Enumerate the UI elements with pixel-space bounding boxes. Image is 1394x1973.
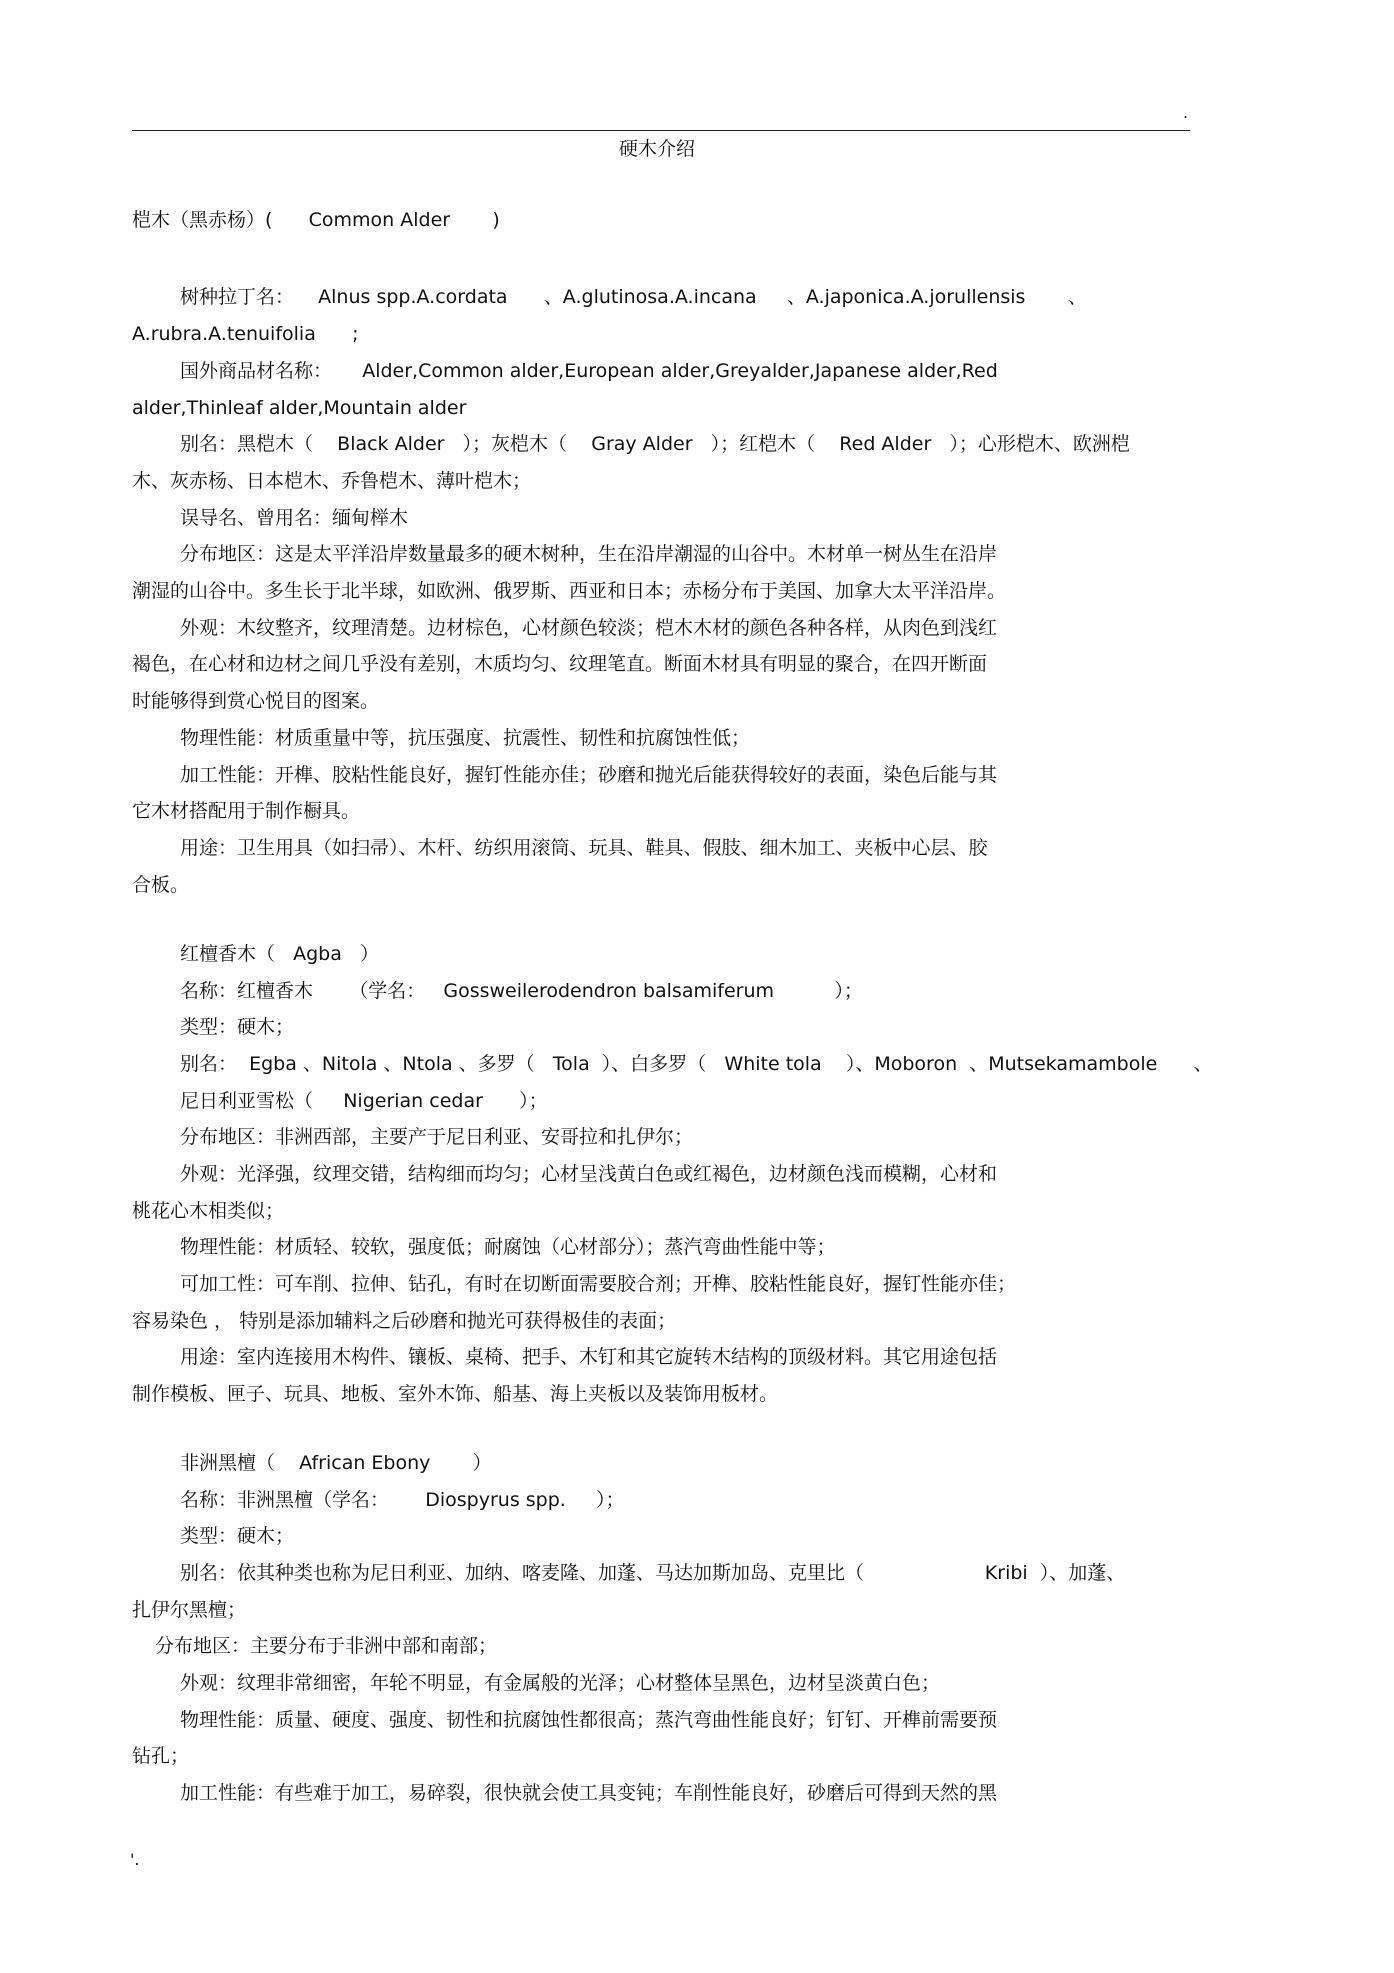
text-line: A.rubra.A.tenuifolia ; xyxy=(132,323,359,345)
text-line: 可加工性：可车削、拉伸、钻孔，有时在切断面需要胶合剂；开榫、胶粘性能良好，握钉性能亦佳； xyxy=(180,1273,1017,1295)
text-line: 褐色，在心材和边材之间几乎没有差别，木质均匀、纹理笔直。断面木材具有明显的聚合，在四开断面 xyxy=(132,653,988,675)
text-line: 外观：光泽强，纹理交错，结构细而均匀；心材呈浅黄白色或红褐色，边材颜色浅而模糊，心材和 xyxy=(180,1163,998,1185)
header-rule xyxy=(132,130,1190,131)
text-line: 外观：纹理非常细密，年轮不明显，有金属般的光泽；心材整体呈黑色，边材呈淡黄白色； xyxy=(180,1672,941,1694)
text-line: 别名：依其种类也称为尼日利亚、加纳、喀麦隆、加蓬、马达加斯加岛、克里比（ Kribi ）、加蓬、 xyxy=(180,1562,1126,1584)
text-line: 桃花心木相类似； xyxy=(132,1200,285,1222)
header-dot-mark: . xyxy=(1183,103,1189,122)
text-line: 它木材搭配用于制作橱具。 xyxy=(132,800,361,822)
text-line: 尼日利亚雪松（ Nigerian cedar ）； xyxy=(180,1090,548,1112)
text-line: 分布地区：这是太平洋沿岸数量最多的硬木树种，生在沿岸潮湿的山谷中。木材单一树丛生在沿岸 xyxy=(180,543,998,565)
text-line: 物理性能：材质重量中等，抗压强度、抗震性、韧性和抗腐蚀性低； xyxy=(180,727,751,749)
text-line: 加工性能：开榫、胶粘性能良好，握钉性能亦佳；砂磨和抛光后能获得较好的表面，染色后能与其 xyxy=(180,764,998,786)
text-line: 时能够得到赏心悦目的图案。 xyxy=(132,690,380,712)
text-line: 扎伊尔黑檀； xyxy=(132,1599,247,1621)
text-line: alder,Thinleaf alder,Mountain alder xyxy=(132,397,467,419)
text-line: 物理性能：材质轻、较软，强度低；耐腐蚀（心材部分）；蒸汽弯曲性能中等； xyxy=(180,1236,836,1258)
text-line: 国外商品材名称： Alder,Common alder,European alder,Greyalder,Japanese alder,Red xyxy=(180,360,998,382)
text-line: 类型：硬木； xyxy=(180,1016,295,1038)
text-line: 类型：硬木； xyxy=(180,1525,295,1547)
page-title: 硬木介绍 xyxy=(618,138,695,160)
text-line: 木、灰赤杨、日本桤木、乔鲁桤木、薄叶桤木； xyxy=(132,470,532,492)
text-line: 用途：室内连接用木构件、镶板、桌椅、把手、木钉和其它旋转木结构的顶级材料。其它用途包括 xyxy=(180,1346,998,1368)
text-line: 物理性能：质量、硬度、强度、韧性和抗腐蚀性都很高；蒸汽弯曲性能良好；钉钉、开榫前需要预 xyxy=(180,1709,998,1731)
text-line: 分布地区：非洲西部，主要产于尼日利亚、安哥拉和扎伊尔； xyxy=(180,1126,694,1148)
text-line: 误导名、曾用名：缅甸榉木 xyxy=(180,507,409,529)
text-line: 容易染色 ， 特别是添加辅料之后砂磨和抛光可获得极佳的表面； xyxy=(132,1310,677,1332)
text-line: 合板。 xyxy=(132,874,190,896)
section-heading-alder: 桤木（黑赤杨）( Common Alder ) xyxy=(132,209,500,231)
text-line: 潮湿的山谷中。多生长于北半球，如欧洲、俄罗斯、西亚和日本；赤杨分布于美国、加拿大太平洋沿岸。 xyxy=(132,580,1007,602)
text-line: 钻孔； xyxy=(132,1745,190,1767)
text-line: 树种拉丁名： Alnus spp.A.cordata 、A.glutinosa.A.incana 、A.japonica.A.jorullensis 、 xyxy=(180,286,1087,308)
text-line: 别名： Egba 、Nitola 、Ntola 、多罗（ Tola ）、白多罗（ White tola ）、Moboron 、Mutsekamambole 、 xyxy=(180,1053,1213,1075)
text-line: 加工性能：有些难于加工，易碎裂，很快就会使工具变钝；车削性能良好，砂磨后可得到天然的黑 xyxy=(180,1782,998,1804)
text-line: 外观：木纹整齐，纹理清楚。边材棕色，心材颜色较淡；桤木木材的颜色各种各样，从肉色到浅红 xyxy=(180,617,998,639)
section-heading-african-ebony: 非洲黑檀（ African Ebony ） xyxy=(180,1452,492,1474)
text-line: 名称：红檀香木 （学名： Gossweilerodendron balsamiferum ）； xyxy=(180,980,863,1002)
text-line: 制作模板、匣子、玩具、地板、室外木饰、船基、海上夹板以及装饰用板材。 xyxy=(132,1383,779,1405)
text-line: 分布地区：主要分布于非洲中部和南部； xyxy=(155,1635,498,1657)
text-line: 用途：卫生用具（如扫帚）、木杆、纺织用滚筒、玩具、鞋具、假肢、细木加工、夹板中心层、胶 xyxy=(180,837,988,859)
section-heading-agba: 红檀香木（ Agba ） xyxy=(180,943,379,965)
footer-mark: '. xyxy=(130,1850,140,1869)
text-line: 别名：黑桤木（ Black Alder ）；灰桤木（ Gray Alder ）；红桤木（ Red Alder ）；心形桤木、欧洲桤 xyxy=(180,433,1130,455)
text-line: 名称：非洲黑檀（学名： Diospyrus spp. ）； xyxy=(180,1489,625,1511)
